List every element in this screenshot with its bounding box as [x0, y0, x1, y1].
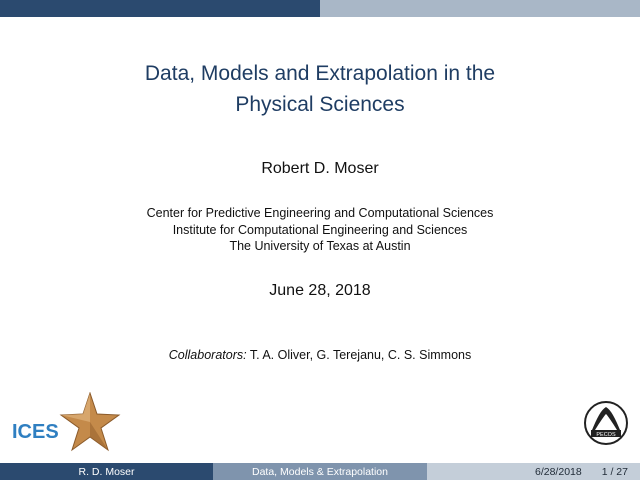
collaborators-names: T. A. Oliver, G. Terejanu, C. S. Simmons	[249, 348, 472, 362]
collaborators-label: Collaborators:	[168, 348, 247, 362]
institution-line: The University of Texas at Austin	[229, 239, 411, 253]
footer-date: 6/28/2018	[535, 465, 582, 478]
author-name: Robert D. Moser	[261, 160, 379, 177]
footer-page-number: 1 / 27	[601, 465, 628, 478]
slide-title	[0, 58, 640, 120]
header-bar-dark	[0, 0, 320, 17]
institution-line: Center for Predictive Engineering and Computational Sciences	[146, 206, 494, 220]
collaborators	[0, 348, 640, 362]
footer-author: R. D. Moser	[0, 463, 213, 480]
ices-logo	[10, 392, 122, 454]
ices-logo-text: ICES	[12, 421, 59, 443]
slide-title-line1: Data, Models and Extrapolation in the	[144, 62, 496, 85]
institution-line: Institute for Computational Engineering and Sciences	[172, 222, 468, 237]
presentation-date: June 28, 2018	[269, 282, 371, 299]
footer-bar	[0, 463, 640, 480]
footer-title: Data, Models & Extrapolation	[213, 463, 427, 480]
header-bar-light	[320, 0, 640, 17]
pecos-logo	[583, 400, 629, 446]
pecos-logo-text: PECOS	[596, 432, 616, 438]
institutions	[0, 205, 640, 255]
slide-title-line2: Physical Sciences	[235, 93, 405, 116]
header-bar	[0, 0, 640, 17]
footer-meta	[427, 463, 640, 480]
